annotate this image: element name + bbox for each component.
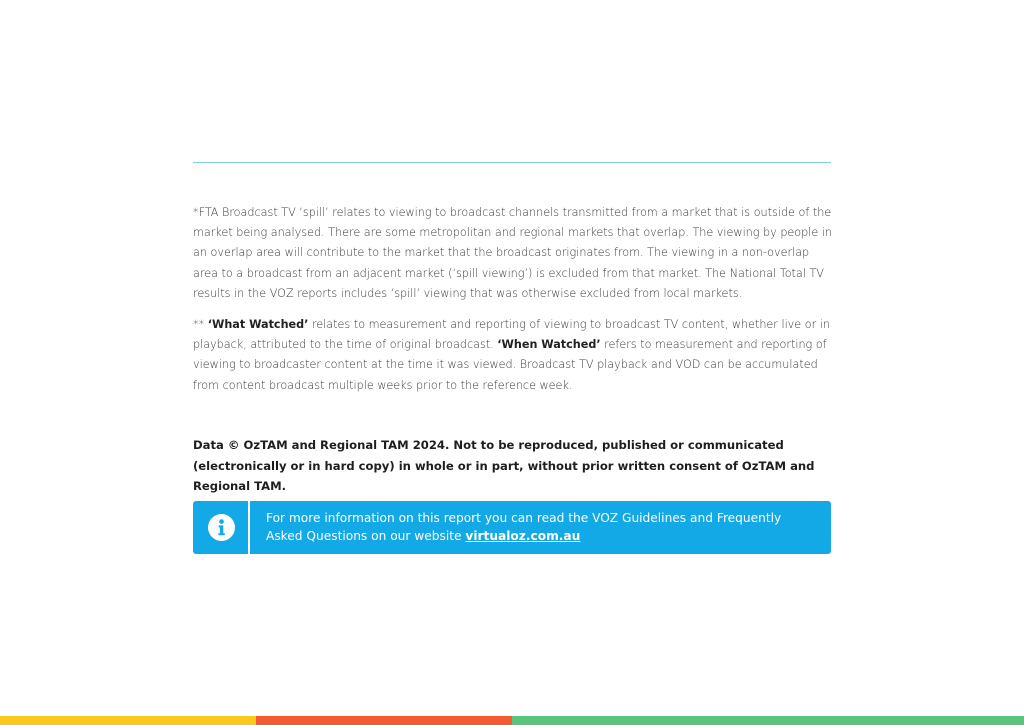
spill-footnote-text: *FTA Broadcast TV ‘spill’ relates to viewing to broadcast channels transmitted from a market that is outside of the market being analysed. There are some metropolitan and regional markets that overlap. The viewing by people in an overlap area will contribute to the market that the broadcast originates from. The viewing in a non-overlap area to a broadcast from an adjacent market (‘spill viewing’) is excluded from that market. The National Total TV results in the VOZ reports includes ‘spill’ viewing that was otherwise excluded from local markets. [193, 206, 832, 300]
footer-bar-green [512, 716, 1024, 725]
info-callout [193, 501, 831, 554]
what-watched-definition: relates to measurement and reporting of viewing to broadcast TV content, whether live or in playback, attributed to the time of original broadcast. [193, 318, 830, 352]
info-icon-cell [193, 501, 250, 554]
when-watched-definition: refers to measurement and reporting of viewing to broadcaster content at the time it was viewed. Broadcast TV playback and VOD can be accumulated from content broadcast multiple weeks prior to the reference week. [193, 338, 827, 392]
top-divider [193, 162, 831, 163]
info-text [266, 510, 816, 545]
watched-footnote [193, 315, 833, 396]
info-icon [208, 514, 235, 541]
footer-bar-yellow [0, 716, 256, 725]
footer-bar-orange [256, 716, 512, 725]
when-watched-term: ‘When Watched’ [497, 338, 601, 352]
what-watched-term: ‘What Watched’ [207, 318, 309, 331]
website-link[interactable]: virtualoz.com.au [465, 528, 581, 543]
info-message: For more information on this report you can read the VOZ Guidelines and Frequently Asked Questions on our website [266, 511, 782, 543]
copyright-notice: Data © OzTAM and Regional TAM 2024. Not to be reproduced, published or communicated (electronically or in hard copy) in whole or in part, without prior written consent of OzTAM and Regional TAM. [193, 438, 815, 493]
watched-footnote-prefix: ** [193, 318, 208, 331]
spill-footnote [193, 203, 833, 304]
